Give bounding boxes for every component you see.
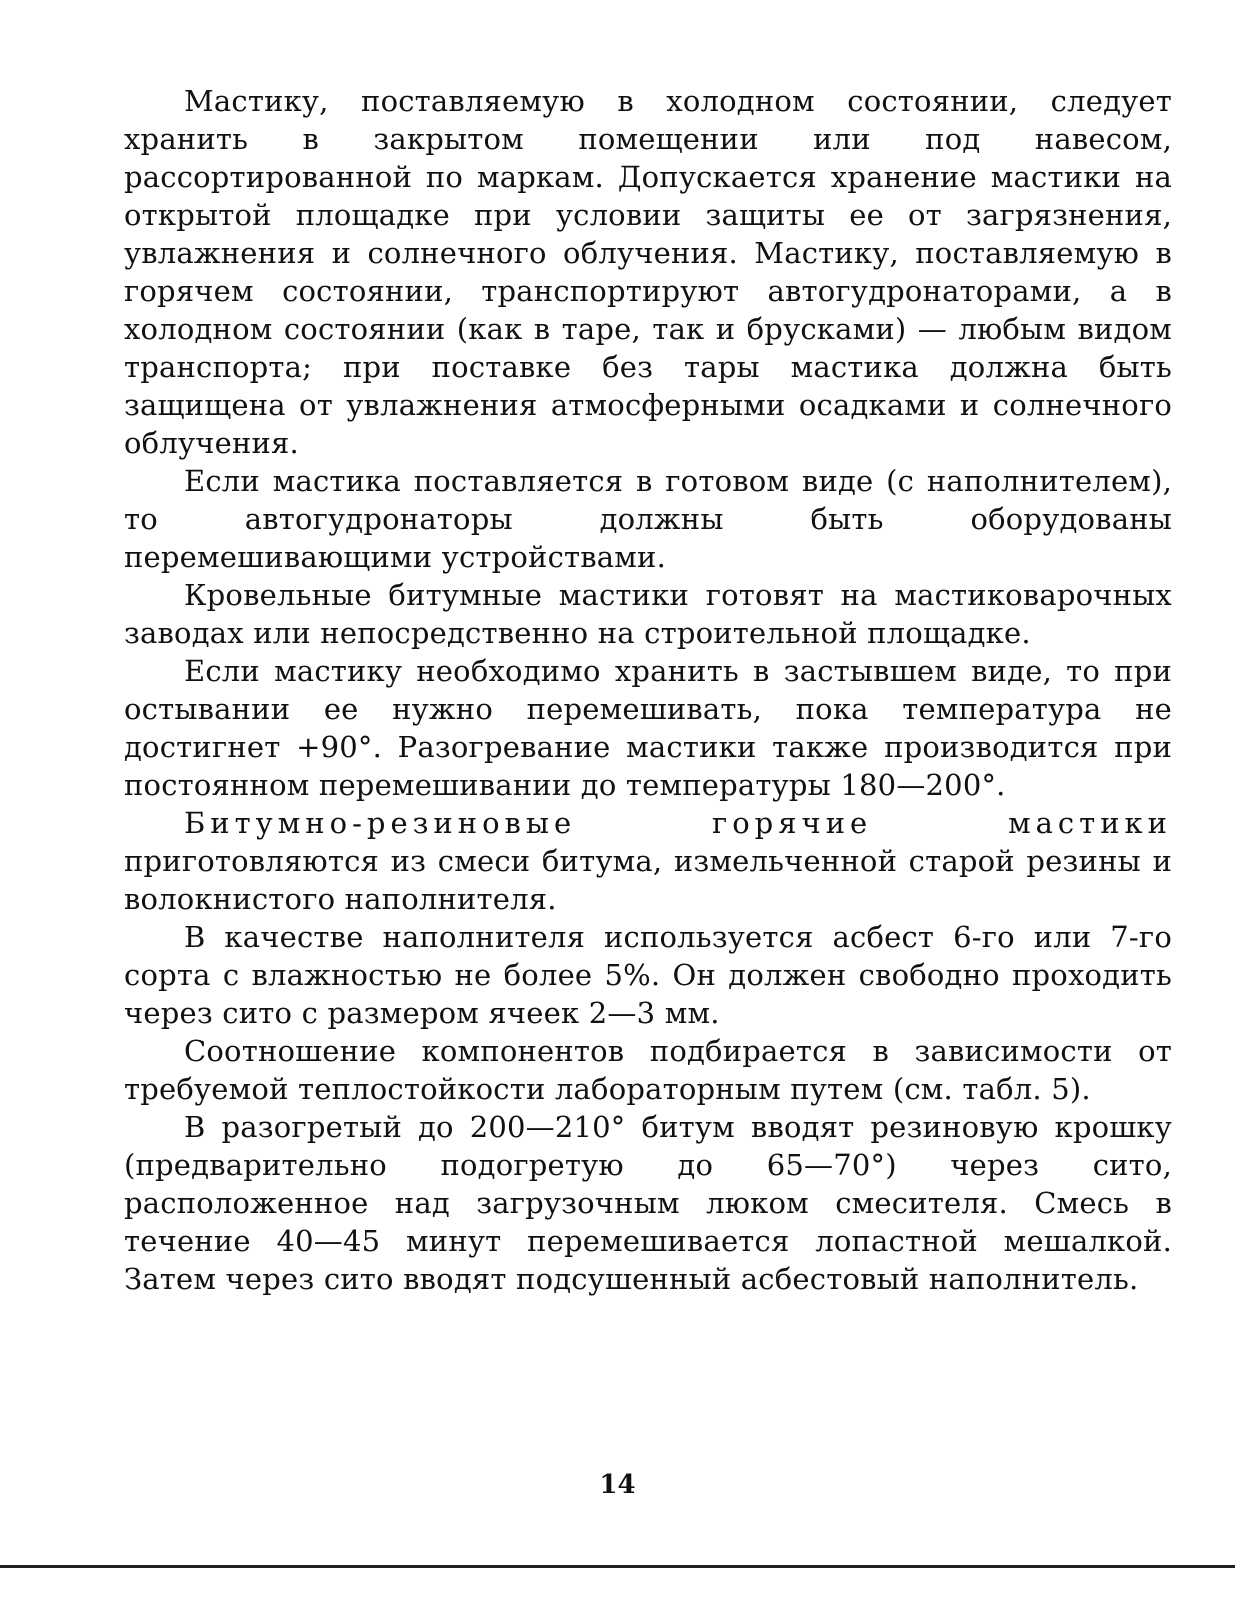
paragraph-cooling: Если мастику необходимо хранить в застывшем виде, то при остывании ее нужно перемешивать, пока температура не достигнет +90°. Разогревание мастики также производится при постоянном перемешивании до температуры 180—200°. (124, 654, 1172, 802)
paragraph-ready-mix: Если мастика поставляется в готовом виде (с наполнителем), то автогудронаторы должны быть оборудованы перемешивающими устройствами. (124, 464, 1172, 574)
body-text (124, 82, 1172, 1298)
paragraph-bitumen-rubber-rest: приготовляются из смеси битума, измельченной старой резины и волокнистого наполнителя. (124, 844, 1172, 916)
paragraph-bitumen-rubber (124, 804, 1172, 918)
term-bitumen-rubber: Битумно-резиновые горячие мастики (184, 806, 1172, 840)
bottom-edge-line (0, 1565, 1235, 1568)
paragraph-filler: В качестве наполнителя используется асбест 6-го или 7-го сорта с влажностью не более 5%. Он должен свободно проходить через сито с размером ячеек 2—3 мм. (124, 920, 1172, 1030)
page-number: 14 (599, 1470, 636, 1500)
paragraph-ratio: Соотношение компонентов подбирается в зависимости от требуемой теплостойкости лабораторным путем (см. табл. 5). (124, 1034, 1172, 1106)
paragraph-storage: Мастику, поставляемую в холодном состоянии, следует хранить в закрытом помещении или под навесом, рассортированной по маркам. Допускается хранение мастики на открытой площадке при условии защиты ее от загрязнения, увлажнения и солнечного облучения. Мастику, поставляемую в горячем состоянии, транспортируют автогудронаторами, а в холодном состоянии (как в таре, так и брусками) — любым видом транспорта; при поставке без тары мастика должна быть защищена от увлажнения атмосферными осадками и солнечного облучения. (124, 84, 1172, 460)
paragraph-mixing: В разогретый до 200—210° битум вводят резиновую крошку (предварительно подогретую до 65—70°) через сито, расположенное над загрузочным люком смесителя. Смесь в течение 40—45 минут перемешивается лопастной мешалкой. Затем через сито вводят подсушенный асбестовый наполнитель. (124, 1110, 1172, 1296)
paragraph-preparation: Кровельные битумные мастики готовят на мастиковарочных заводах или непосредственно на строительной площадке. (124, 578, 1172, 650)
